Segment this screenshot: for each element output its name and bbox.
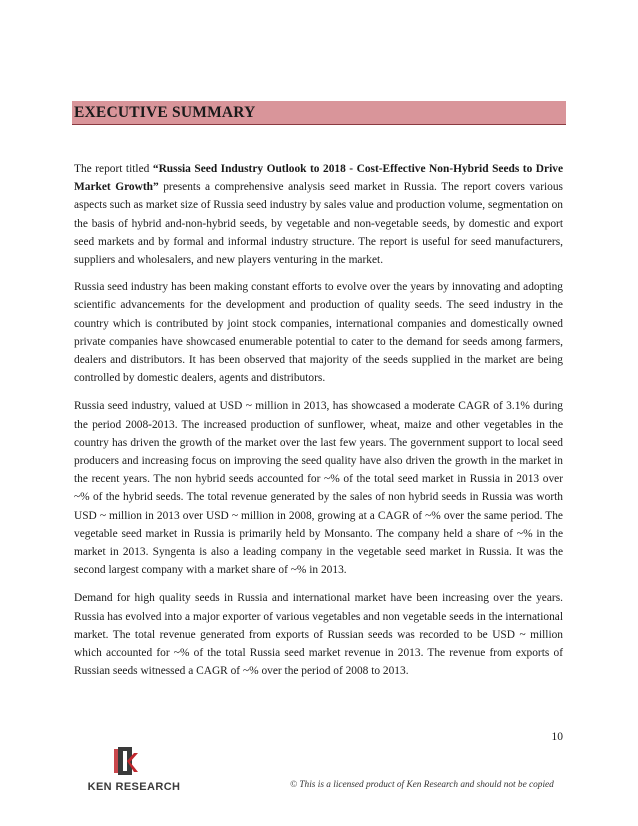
paragraph-market-value: Russia seed industry, valued at USD ~ million in 2013, has showcased a moderate CAGR of 3.1% during the period 2008-2013. The increased production of sunflower, wheat, maize and other vegetables in the country has driven the growth of the market over the last few years. The government support to local seed producers and increasing focus on improving the seed quality have also driven the growth in the market in the recent years. The non hybrid seeds accounted for ~% of the total seed market in Russia in 2013 over ~% of the hybrid seeds. The total revenue generated by the sales of non hybrid seeds in Russia was worth USD ~ million in 2013 over USD ~ million in 2008, growing at a CAGR of ~% over the same period. The vegetable seed market in Russia is primarily held by Monsanto. The company held a share of ~% in the market in 2013. Syngenta is also a leading company in the vegetable seed market in Russia. It was the second largest company with a market share of ~% in 2013. <box>74 400 563 577</box>
page-number: 10 <box>551 731 563 743</box>
paragraph-exports: Demand for high quality seeds in Russia and international market have been increasing over the years. Russia has evolved into a major exporter of various vegetables and non vegetable seeds in the international market. The total revenue generated from exports of Russian seeds was recorded to be USD ~ million which accounted for ~% of the total Russia seed market revenue in 2013. The revenue from exports of Russian seeds witnessed a CAGR of ~% over the period of 2008 to 2013. <box>74 592 563 678</box>
paragraph-intro <box>74 160 563 269</box>
ken-research-logo <box>78 745 190 797</box>
paragraph-industry-efforts: Russia seed industry has been making constant efforts to evolve over the years by innovating and adopting scientific advancements for the development and production of quality seeds. The seed industry in the country which is contributed by joint stock companies, international companies and domestically owned private companies have showcased enumerable potential to cater to the demand for seeds among farmers, dealers and distributors. It has been observed that majority of the seeds supplied in the market are being controlled by domestic dealers, agents and distributors. <box>74 281 563 385</box>
copyright-note: © This is a licensed product of Ken Research and should not be copied <box>290 780 554 790</box>
svg-text:KEN RESEARCH: KEN RESEARCH <box>87 781 181 793</box>
intro-rest-text: presents a comprehensive analysis seed market in Russia. The report covers various aspects such as market size of Russia seed industry by sales value and production volume, segmentation on the basis of hybrid and-non-hybrid seeds, by vegetable and non-vegetable seeds, by domestic and export seed markets and by formal and informal industry structure. The report is useful for seed manufacturers, suppliers and wholesalers, and new players venturing in the market. <box>74 181 563 267</box>
report-title-bold: “Russia Seed Industry Outlook to 2018 - Cost-Effective Non-Hybrid Seeds to Drive Market Growth” <box>74 163 563 194</box>
intro-lead-text: The report titled <box>74 163 153 175</box>
section-title: EXECUTIVE SUMMARY <box>74 104 256 121</box>
ken-research-logo-icon <box>78 745 190 797</box>
section-heading-bar <box>72 101 566 125</box>
report-body <box>74 160 563 690</box>
